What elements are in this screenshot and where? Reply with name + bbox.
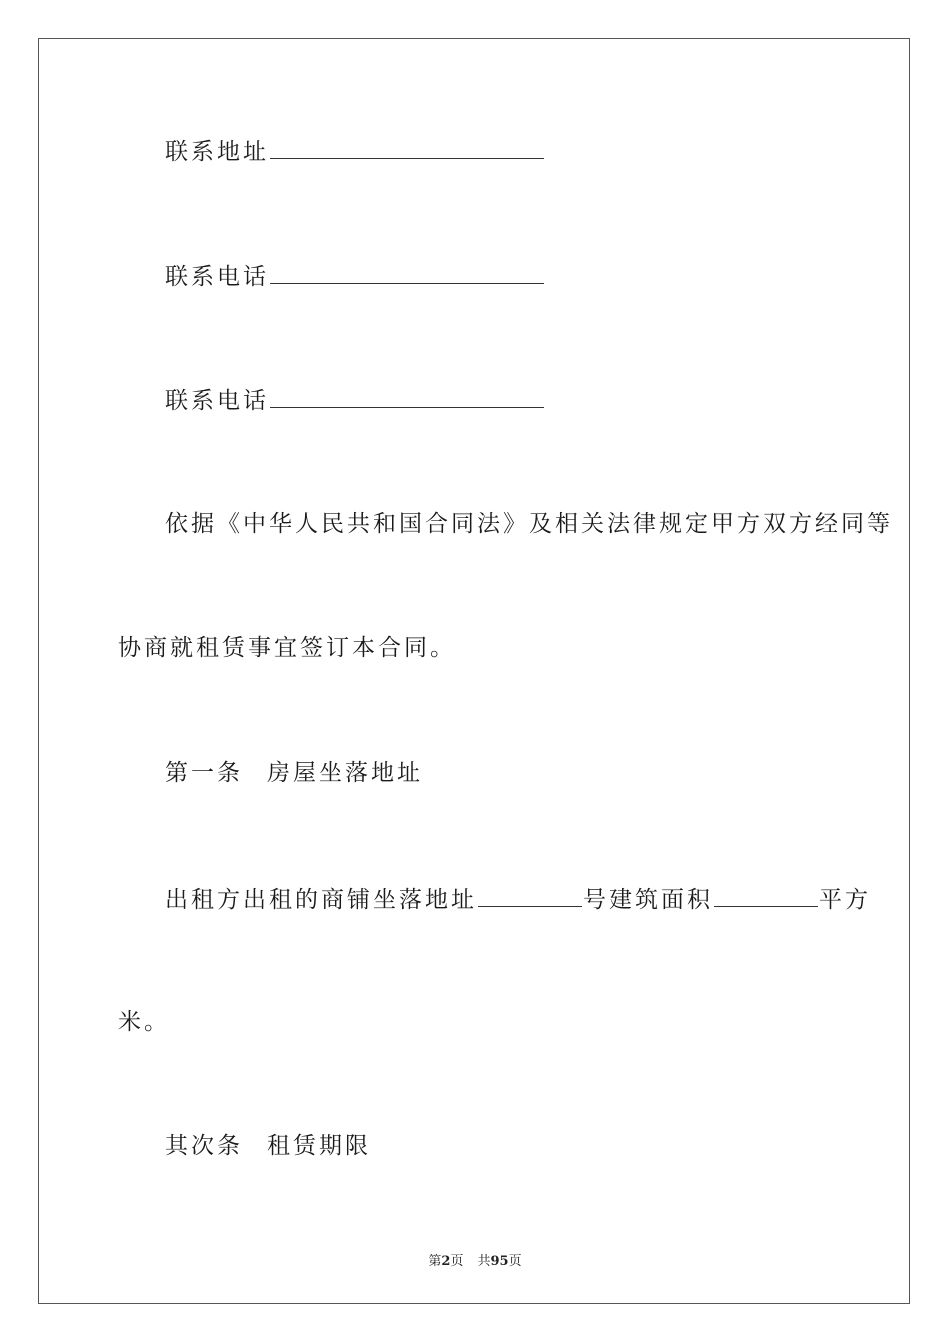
- address-number-blank: [478, 886, 582, 907]
- contact-address-blank: [270, 138, 544, 159]
- contact-phone-label-2: 联系电话: [165, 388, 269, 414]
- page-suffix: 页: [450, 1254, 464, 1269]
- article-1-body-text-2: 米。: [118, 1009, 170, 1035]
- contact-phone-label-1: 联系电话: [165, 264, 269, 290]
- contact-phone-blank-1: [270, 263, 544, 284]
- article-2-number: 其次条: [165, 1133, 243, 1159]
- article-1-body-part-1: 出租方出租的商铺坐落地址: [165, 887, 477, 913]
- article-1-number: 第一条: [165, 760, 243, 786]
- preamble-text-1: 依据《中华人民共和国合同法》及相关法律规定甲方双方经同等: [165, 511, 893, 537]
- article-1-body-line-2: [118, 1011, 170, 1034]
- page-prefix: 第: [428, 1254, 442, 1269]
- article-1-body-part-3: 平方: [819, 887, 871, 913]
- contact-address-line: [165, 138, 545, 164]
- contact-phone-line-1: [165, 263, 545, 289]
- preamble-line-1: [165, 513, 893, 536]
- article-1-title: 房屋坐落地址: [267, 760, 423, 786]
- article-1-body-part-2: 号建筑面积: [583, 887, 713, 913]
- preamble-line-2: [118, 637, 456, 660]
- page-border: [38, 38, 910, 1304]
- contact-phone-blank-2: [270, 387, 544, 408]
- total-pages: 95: [490, 1254, 509, 1269]
- area-blank: [714, 886, 818, 907]
- contact-address-label: 联系地址: [165, 139, 269, 165]
- total-prefix: 共: [477, 1254, 491, 1269]
- page-footer: [0, 1250, 950, 1269]
- contact-phone-line-2: [165, 387, 545, 413]
- article-2-heading: [165, 1135, 371, 1158]
- page-number: 2: [441, 1254, 451, 1269]
- article-1-heading: [165, 762, 423, 785]
- preamble-text-2: 协商就租赁事宜签订本合同。: [118, 635, 456, 661]
- total-suffix: 页: [508, 1254, 522, 1269]
- article-2-title: 租赁期限: [267, 1133, 371, 1159]
- article-1-body-line-1: [165, 886, 871, 912]
